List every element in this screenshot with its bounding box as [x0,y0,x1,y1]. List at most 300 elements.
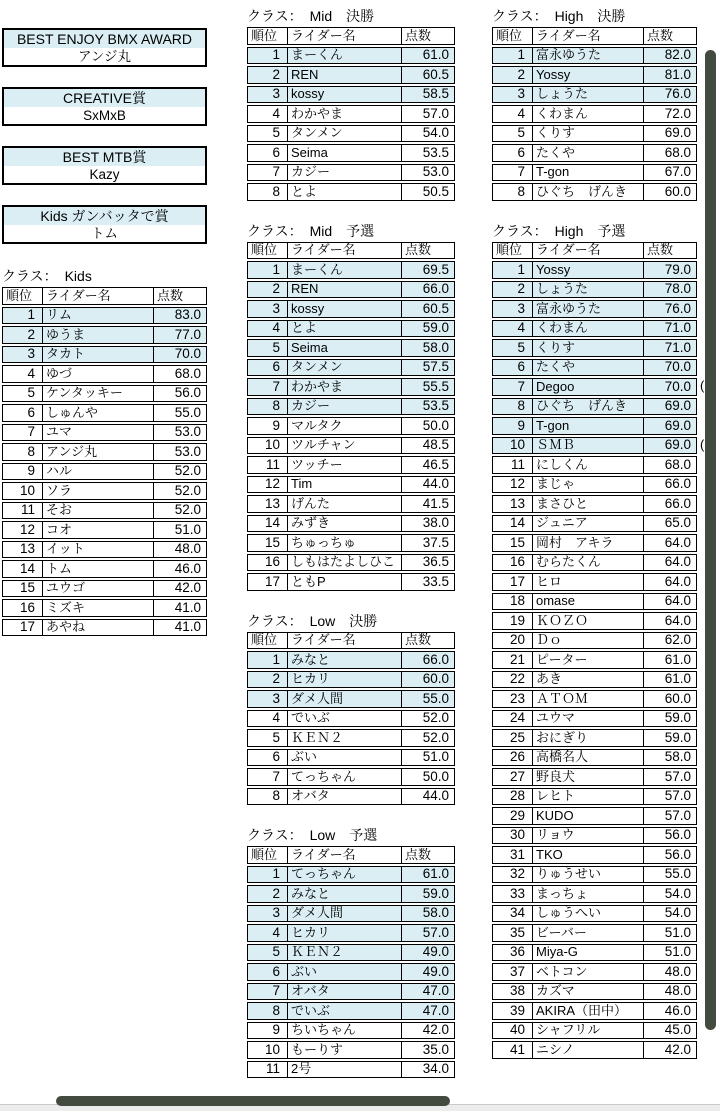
table-row [2,482,207,500]
table-row [492,261,697,279]
table-row [247,1002,455,1020]
score-cell: 60.5 [422,301,449,316]
score-cell: 48.5 [422,437,449,452]
rank-cell: 13 [3,542,43,558]
rider-header: ライダー名 [43,288,154,304]
score-cell: 79.0 [664,262,691,277]
rider-name-cell: てっちゃん [288,867,402,883]
score-cell: 49.0 [422,944,449,959]
score-cell: 82.0 [664,47,691,62]
score-cell: 70.0 [664,379,691,394]
rank-cell: 14 [493,516,533,532]
award-title: Kids ガンバッタで賞 [4,207,205,225]
rider-name-cell: ちいちゃん [288,1023,402,1039]
rider-name-cell: ともP [288,574,402,590]
rank-cell: 4 [3,366,43,382]
table-row [247,1022,455,1040]
rider-name-cell: でいぶ [288,1003,402,1019]
table-row [247,515,455,533]
rider-name-cell: あき [533,672,644,688]
rider-name-cell: もーりす [288,1042,402,1058]
table-row [492,86,697,104]
score-cell: 52.0 [422,730,449,745]
rider-name-cell: てっちゃん [288,769,402,785]
score-cell: 71.0 [664,340,691,355]
class-label: クラス： Low 予選 [247,827,378,843]
table-row [247,281,455,299]
table-header-row [492,27,697,45]
rank-cell: 11 [493,457,533,473]
score-cell: 57.0 [422,925,449,940]
rider-name-cell: とよ [288,321,402,337]
rider-name-cell: しゅうへい [533,906,644,922]
table-row [247,944,455,962]
rank-cell: 25 [493,730,533,746]
table-row [492,105,697,123]
table-row [492,436,705,455]
table-row [247,339,455,357]
score-cell: 57.5 [422,359,449,374]
table-row [247,495,455,513]
rider-name-cell: Tim [288,477,402,493]
rider-name-cell: あやね [43,620,154,636]
award-winner: アンジ丸 [4,48,205,65]
section-low-qualifier [247,827,455,1078]
rank-cell: 2 [493,282,533,298]
table-row [492,632,697,650]
score-cell: 62.0 [664,632,691,647]
score-cell: 51.0 [664,925,691,940]
rider-name-cell: そお [43,503,154,519]
table-row [492,671,697,689]
table-row [247,963,455,981]
table-row [492,359,697,377]
rider-name-cell: REN [288,67,402,83]
rider-name-cell: ＫＥＮ２ [288,945,402,961]
rank-cell: 3 [493,301,533,317]
rank-cell: 33 [493,886,533,902]
rank-cell: 36 [493,945,533,961]
rank-cell: 2 [493,67,533,83]
table-row [492,164,697,182]
rank-cell: 7 [3,425,43,441]
rank-cell: 17 [3,620,43,636]
rider-name-cell: まじゃ [533,477,644,493]
table-row [492,827,697,845]
score-cell: 53.0 [422,164,449,179]
rider-name-cell: アンジ丸 [43,444,154,460]
score-cell: 76.0 [664,86,691,101]
rank-cell: 5 [3,386,43,402]
rank-header: 順位 [3,288,43,304]
rank-cell: 2 [248,67,288,83]
score-cell: 37.5 [422,535,449,550]
rider-name-cell: Degoo [533,379,644,395]
score-cell: 57.0 [664,788,691,803]
section-mid-final [247,8,455,201]
rider-name-cell: カジー [288,165,402,181]
award-title: BEST ENJOY BMX AWARD [4,30,205,48]
score-cell: 54.0 [664,886,691,901]
rider-name-cell: 高橋名人 [533,750,644,766]
table-row [492,768,697,786]
rank-cell: 23 [493,691,533,707]
rider-name-cell: カズマ [533,984,644,1000]
rider-name-cell: ハル [43,464,154,480]
rank-cell: 5 [248,340,288,356]
rank-cell: 35 [493,925,533,941]
table-row [247,47,455,65]
rank-cell: 16 [3,600,43,616]
table-row [492,300,697,318]
rank-cell: 21 [493,652,533,668]
rank-cell: 9 [248,418,288,434]
rider-name-cell: わかやま [288,379,402,395]
table-header-row [492,242,697,260]
score-header: 点数 [405,28,432,43]
rank-cell: 4 [248,321,288,337]
rank-cell: 13 [493,496,533,512]
rank-cell: 11 [248,1062,288,1078]
score-cell: 52.0 [422,710,449,725]
section-kids [2,268,207,636]
rank-cell: 3 [3,347,43,363]
rider-name-cell: イット [43,542,154,558]
table-row [2,307,207,325]
table-row [492,710,697,728]
rider-name-cell: ミズキ [43,600,154,616]
table-row [247,866,455,884]
rank-cell: 6 [3,405,43,421]
rank-header: 順位 [493,28,533,44]
score-cell: 56.0 [664,827,691,842]
rank-cell: 8 [3,444,43,460]
score-cell: 81.0 [664,67,691,82]
score-cell: 64.0 [664,554,691,569]
score-cell: 66.0 [422,652,449,667]
rank-cell: 2 [248,282,288,298]
rider-name-cell: Seima [288,145,402,161]
table-row [492,534,697,552]
score-cell: 59.0 [664,730,691,745]
score-cell: 51.0 [422,749,449,764]
rank-header: 順位 [248,633,288,649]
score-cell: 69.0 [664,398,691,413]
rank-cell: 8 [248,1003,288,1019]
rank-cell: 2 [248,672,288,688]
score-cell: 70.0 [664,359,691,374]
table-row [247,125,455,143]
score-cell: 51.0 [174,522,201,537]
rider-name-cell: kossy [288,301,402,317]
rider-name-cell: T-gon [533,418,644,434]
rider-name-cell: タンメン [288,360,402,376]
table-header-row [247,846,455,864]
rider-name-cell: 2号 [288,1062,402,1078]
table-row [247,749,455,767]
score-cell: 68.0 [664,145,691,160]
rank-cell: 5 [248,126,288,142]
vertical-scrollbar[interactable] [705,50,716,1030]
score-cell: 61.0 [664,652,691,667]
table-row [2,463,207,481]
rank-cell: 6 [248,145,288,161]
table-row [492,573,697,591]
table-row [492,495,697,513]
table-row [247,261,455,279]
score-cell: 78.0 [664,281,691,296]
rank-cell: 5 [248,945,288,961]
table-row [2,599,207,617]
rank-cell: 18 [493,594,533,610]
table-row [2,443,207,461]
score-cell: 53.0 [174,424,201,439]
award-box [2,146,207,185]
award-box [2,87,207,126]
table-row [492,554,697,572]
score-header: 点数 [647,242,674,257]
rank-cell: 2 [248,886,288,902]
rider-name-cell: しもはたよしひこ [288,555,402,571]
table-row [492,1022,697,1040]
rank-cell: 3 [248,301,288,317]
class-label: クラス： Mid 決勝 [247,8,375,24]
rank-cell: 1 [493,262,533,278]
table-row [247,534,455,552]
table-row [247,183,455,201]
table-row [247,1041,455,1059]
score-cell: 33.5 [422,574,449,589]
table-row [492,729,697,747]
score-cell: 53.5 [422,398,449,413]
rider-name-cell: ジュニア [533,516,644,532]
rank-cell: 1 [493,48,533,64]
rider-name-cell: りゅうせい [533,867,644,883]
score-cell: 41.0 [174,600,201,615]
table-row [247,456,455,474]
rider-name-cell: ベトコン [533,964,644,980]
rank-cell: 9 [248,1023,288,1039]
rank-cell: 4 [493,106,533,122]
class-label: クラス： High 予選 [492,222,626,239]
rider-name-cell: ツルチャン [288,438,402,454]
rider-name-cell: げんた [288,496,402,512]
rank-cell: 9 [3,464,43,480]
rank-cell: 15 [493,535,533,551]
rider-name-cell: T-gon [533,165,644,181]
score-cell: 34.0 [422,1061,449,1076]
score-cell: 69.0 [664,125,691,140]
rider-name-cell: kossy [288,87,402,103]
score-header: 点数 [405,632,432,647]
rider-name-cell: KUDO [533,808,644,824]
score-cell: 55.0 [174,405,201,420]
score-cell: 64.0 [664,535,691,550]
score-cell: 57.0 [664,769,691,784]
table-row [247,437,455,455]
score-cell: 47.0 [422,1003,449,1018]
rider-name-cell: ケンタッキー [43,386,154,402]
rank-cell: 6 [493,360,533,376]
rank-cell: 17 [248,574,288,590]
score-cell: 60.0 [664,184,691,199]
rank-cell: 32 [493,867,533,883]
rider-name-cell: みずき [288,516,402,532]
rank-cell: 7 [248,379,288,395]
score-cell: 77.0 [174,327,201,342]
rank-cell: 5 [248,730,288,746]
score-cell: 69.5 [422,262,449,277]
table-row [492,1002,697,1020]
score-cell: 53.0 [174,444,201,459]
rider-name-cell: ビーバー [533,925,644,941]
score-cell: 76.0 [664,301,691,316]
score-cell: 44.0 [422,788,449,803]
score-cell: 42.0 [422,1022,449,1037]
table-row [492,476,697,494]
section-high-final [492,8,697,201]
rider-name-cell: まーくん [288,48,402,64]
table-header-row [2,287,207,305]
side-annotation: ( [700,378,705,393]
table-row [247,690,455,708]
table-header-row [247,27,455,45]
rider-name-cell: ＫＥＮ２ [288,730,402,746]
table-row [247,924,455,942]
left-column [2,28,207,636]
rider-name-cell: Ｄｏ [533,633,644,649]
score-cell: 38.0 [422,515,449,530]
score-cell: 42.0 [174,580,201,595]
rider-name-cell: シャフリル [533,1023,644,1039]
score-cell: 69.0 [664,437,691,452]
rank-header: 順位 [493,243,533,259]
rank-cell: 9 [493,418,533,434]
rank-cell: 10 [493,438,533,454]
score-cell: 57.0 [422,106,449,121]
score-header: 点数 [405,242,432,257]
rank-cell: 19 [493,613,533,629]
table-row [492,983,697,1001]
score-cell: 52.0 [174,483,201,498]
rank-cell: 4 [248,925,288,941]
rank-cell: 7 [493,379,533,395]
rider-name-cell: とよ [288,184,402,200]
table-row [2,619,207,637]
table-row [492,125,697,143]
rank-cell: 13 [248,496,288,512]
score-cell: 54.0 [664,905,691,920]
rider-header: ライダー名 [288,847,402,863]
rank-cell: 10 [248,438,288,454]
rider-header: ライダー名 [288,243,402,259]
rank-cell: 8 [248,184,288,200]
score-cell: 46.5 [422,457,449,472]
rider-name-cell: みなと [288,652,402,668]
rider-name-cell: ユマ [43,425,154,441]
rider-name-cell: ひぐち げんき [533,399,644,415]
rider-name-cell: レヒト [533,789,644,805]
rank-cell: 8 [493,399,533,415]
rider-name-cell: マルタク [288,418,402,434]
score-cell: 66.0 [664,476,691,491]
rider-name-cell: 富永ゆうた [533,301,644,317]
rider-name-cell: でいぶ [288,711,402,727]
rank-cell: 31 [493,847,533,863]
rank-header: 順位 [248,847,288,863]
table-row [492,320,697,338]
rider-header: ライダー名 [288,28,402,44]
rider-name-cell: まーくん [288,262,402,278]
class-label: クラス： High 決勝 [492,8,626,24]
score-cell: 42.0 [664,1042,691,1057]
table-header-row [247,242,455,260]
rider-name-cell: コオ [43,522,154,538]
rider-name-cell: ゆづ [43,366,154,382]
score-cell: 56.0 [174,385,201,400]
rider-name-cell: くりす [533,340,644,356]
rider-name-cell: おにぎり [533,730,644,746]
rank-cell: 16 [248,555,288,571]
rank-cell: 6 [248,964,288,980]
rider-name-cell: リョウ [533,828,644,844]
table-row [492,417,697,435]
rank-cell: 28 [493,789,533,805]
table-row [2,424,207,442]
rider-name-cell: しゅんや [43,405,154,421]
rider-name-cell: ぶい [288,750,402,766]
table-row [492,144,697,162]
rank-cell: 5 [493,126,533,142]
rank-cell: 26 [493,750,533,766]
rider-name-cell: ユウマ [533,711,644,727]
rank-cell: 15 [248,535,288,551]
score-cell: 59.0 [664,710,691,725]
rider-name-cell: ぶい [288,964,402,980]
rank-cell: 10 [3,483,43,499]
rank-cell: 4 [248,106,288,122]
rider-name-cell: ＫＯＺＯ [533,613,644,629]
table-row [247,768,455,786]
table-row [247,554,455,572]
rider-name-cell: ひぐち げんき [533,184,644,200]
score-cell: 48.0 [664,983,691,998]
table-row [492,866,697,884]
table-row [247,885,455,903]
table-row [247,398,455,416]
table-row [492,788,697,806]
table-row [247,651,455,669]
rank-cell: 11 [3,503,43,519]
rider-name-cell: タカト [43,347,154,363]
table-row [2,326,207,344]
rider-name-cell: くわまん [533,321,644,337]
score-cell: 66.0 [664,496,691,511]
rider-name-cell: ユウゴ [43,581,154,597]
middle-column [247,8,455,1078]
rider-name-cell: トム [43,561,154,577]
rank-cell: 38 [493,984,533,1000]
table-row [2,365,207,383]
rank-cell: 1 [248,48,288,64]
horizontal-scrollbar[interactable] [56,1096,450,1106]
table-row [247,144,455,162]
score-header: 点数 [405,847,432,862]
score-cell: 46.0 [664,1003,691,1018]
table-row [492,944,697,962]
rank-cell: 40 [493,1023,533,1039]
score-cell: 58.0 [422,340,449,355]
